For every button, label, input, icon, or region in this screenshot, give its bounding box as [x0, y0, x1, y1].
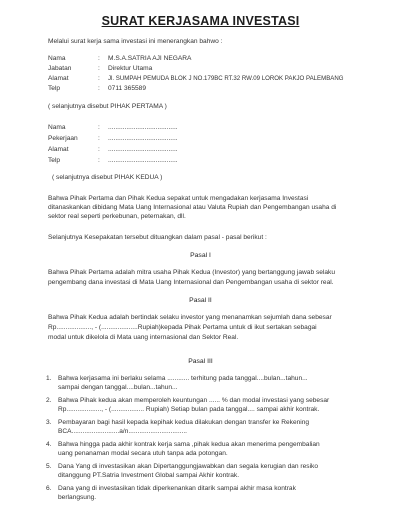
item-line: Dana Yang di investasikan akan Dipertanggungjawabkan dan segala kerugian dan resiko	[58, 463, 319, 470]
item-number: 5.	[46, 463, 52, 470]
pasal2-heading: Pasal II	[189, 297, 212, 304]
party2-pekerjaan-row	[48, 135, 178, 144]
item-line: ditanggung PT.Satria Investment Global sampai Akhir kontrak.	[58, 471, 240, 479]
pasal3-item	[46, 397, 358, 415]
party2-alamat-row	[48, 146, 178, 155]
item-number: 1.	[46, 375, 52, 382]
field-colon: :	[98, 85, 100, 92]
field-label: Nama	[48, 124, 66, 131]
intro-text: Melalui surat kerja sama investasi ini menerangkan bahwo :	[48, 38, 223, 45]
paragraph1-line: sektor real seperti perkebunan, peternakan, dll.	[48, 213, 186, 220]
party1-note: ( selanjutnya disebut PIHAK PERTAMA )	[48, 103, 167, 110]
field-colon: :	[98, 65, 100, 72]
field-label: Telp	[48, 85, 61, 92]
pasal3-item	[46, 441, 358, 459]
field-label: Telp	[48, 157, 61, 164]
field-value: Direktur Utama	[108, 65, 153, 72]
item-line: Bahwa hingga pada akhir kontrak kerja sama ,pihak kedua akan menerima pengembalian	[58, 441, 320, 448]
field-label: Jabatan	[48, 65, 72, 72]
field-label: Pekerjaan	[48, 135, 78, 142]
party2-nama-row	[48, 124, 178, 133]
pasal3-item	[46, 485, 358, 503]
party1-jabatan-row	[48, 65, 152, 74]
paragraph1-line: ditanaskankan dibidang Mata Uang Internasional atau Valuta Rupiah dan Pengembangan usaha di	[48, 204, 337, 211]
field-value: Jl. SUMPAH PEMUDA BLOK J NO.179BC RT.32 RW.09 LOROK PAKJO PALEMBANG	[108, 75, 344, 82]
party2-telp-row	[48, 157, 178, 166]
item-line: Rp..................., - (.................. Rupiah) Setiap bulan pada tanggal.... sampai akhir kontrak.	[58, 405, 320, 413]
pasal3-item	[46, 375, 358, 393]
field-colon: :	[98, 146, 100, 153]
party2-note: ( selanjutnya disebut PIHAK KEDUA )	[52, 174, 163, 181]
item-line: sampai dengan tanggal....bulan...tahun...	[58, 383, 178, 391]
pasal1-line: pengembang dana investasi di Mata Uang Internasional dan Pengembangan usaha di sektor real.	[48, 279, 334, 286]
field-colon: :	[98, 135, 100, 142]
item-number: 6.	[46, 485, 52, 492]
pasal2-line: modal untuk dikelola di Mata uang internasional dan Sektor Real.	[48, 334, 239, 341]
field-value: M.S.A.SATRIA AJI NEGARA	[108, 55, 192, 62]
item-line: Pembayaran bagi hasil kepada kepihak kedua dilakukan dengan transfer ke Rekening	[58, 419, 310, 426]
item-number: 2.	[46, 397, 52, 404]
field-value: 0711 365589	[108, 85, 147, 92]
field-colon: :	[98, 124, 100, 131]
item-line: Bahwa kerjasama ini berlaku selama ............ terhitung pada tanggal....bulan...tahun...	[58, 375, 308, 382]
field-colon: :	[98, 55, 100, 62]
field-blank: ......................................	[108, 124, 178, 131]
item-line: Dana yang di investasikan tidak diperkenankan ditarik sampai akhir masa kontrak	[58, 485, 296, 492]
pasal3-heading: Pasal III	[188, 358, 213, 365]
item-line: Bahwa Pihak kedua akan memperoleh keuntungan ...... % dan modal investasi yang sebesar	[58, 397, 330, 404]
pasal1-heading: Pasal I	[190, 252, 211, 259]
field-colon: :	[98, 75, 100, 82]
item-number: 4.	[46, 441, 52, 448]
party1-name-row	[48, 55, 191, 64]
paragraph1-line: Bahwa Pihak Pertama dan Pihak Kedua sepakat untuk mengadakan kerjasama Investasi	[48, 195, 309, 202]
field-blank: ......................................	[108, 146, 178, 153]
field-label: Alamat	[48, 75, 69, 82]
pasal2-line: Bahwa Pihak Kedua adalah bertindak selaku investor yang menanamkan sejumlah dana sebesar	[48, 314, 332, 321]
field-colon: :	[98, 157, 100, 164]
item-line: berlangsung.	[58, 493, 97, 501]
pasal3-item	[46, 463, 358, 481]
pasal1-line: Bahwa Pihak Pertama adalah mitra usaha Pihak Kedua (Investor) yang bertanggung jawab selaku	[48, 269, 336, 276]
field-blank: ......................................	[108, 135, 178, 142]
party1-alamat-row	[48, 75, 343, 84]
field-label: Alamat	[48, 146, 69, 153]
pasal2-line: Rp..................., - (....................Rupiah)kepada Pihak Pertama untuk di ikut sertakan sebagai	[48, 324, 317, 331]
document-title: SURAT KERJASAMA INVESTASI	[101, 14, 300, 28]
item-line: uang penanaman modal secara utuh tanpa ada potongan.	[58, 449, 228, 457]
party1-telp-row	[48, 85, 146, 94]
item-number: 3.	[46, 419, 52, 426]
paragraph2: Selanjutnya Kesepakatan tersebut dituangkan dalam pasal - pasal berikut :	[48, 234, 267, 241]
field-label: Nama	[48, 55, 66, 62]
item-line: BCA..........................a/n................................	[58, 427, 187, 435]
pasal3-item	[46, 419, 358, 437]
field-blank: ......................................	[108, 157, 178, 164]
